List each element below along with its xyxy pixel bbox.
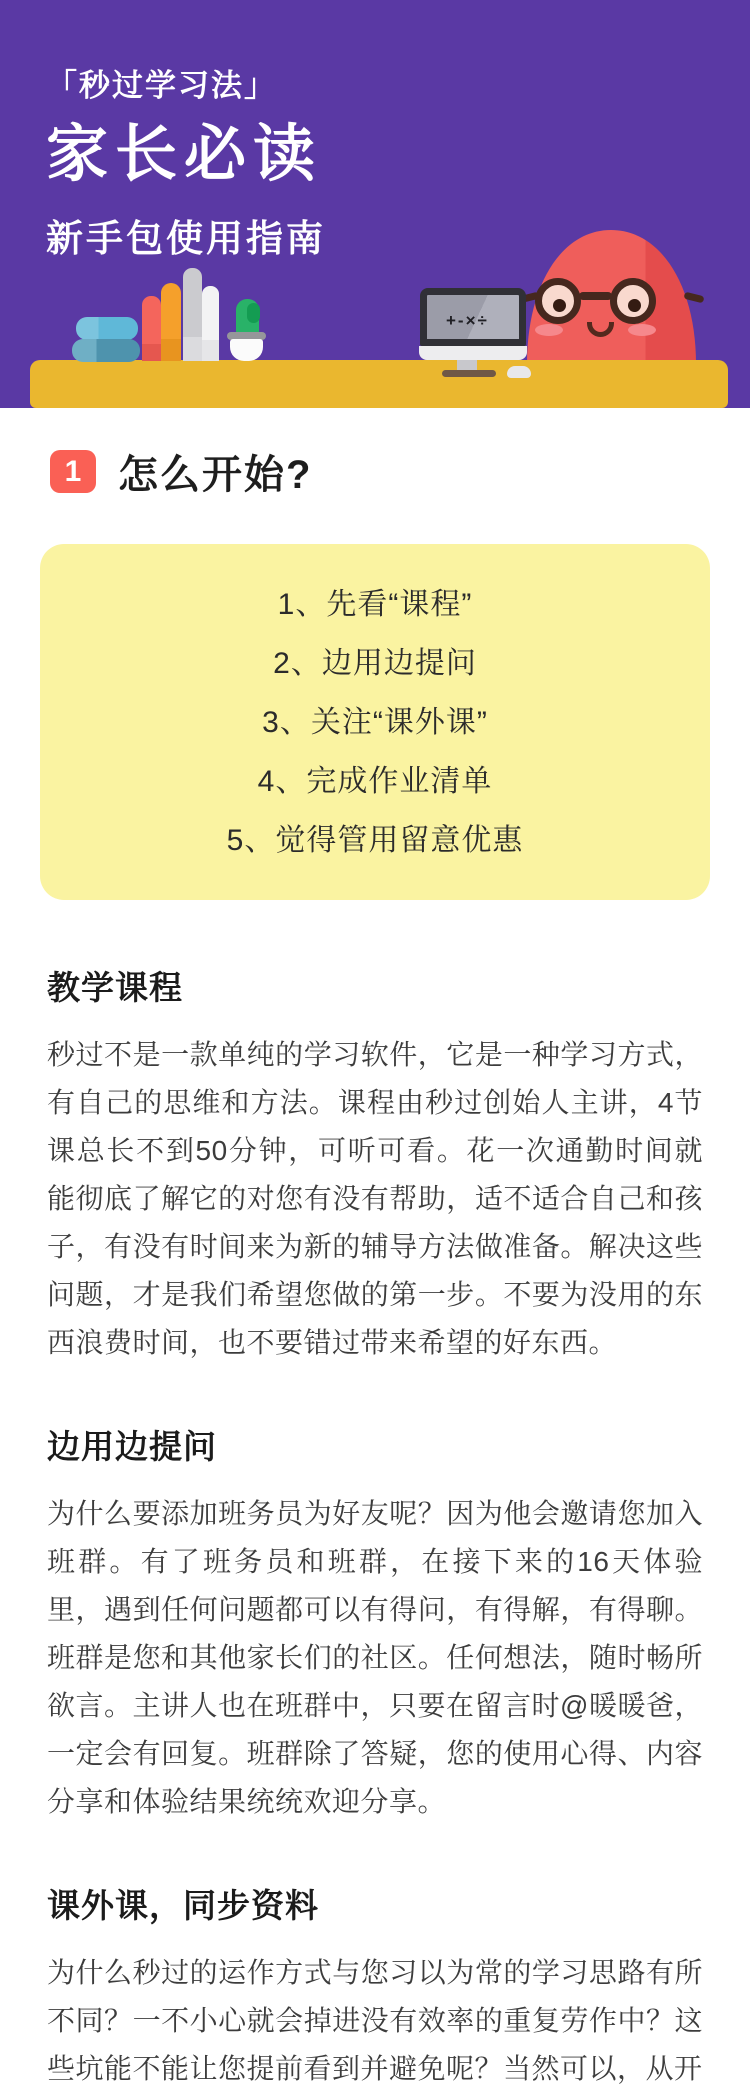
step-item-5: 5、觉得管用留意优惠 — [226, 824, 524, 857]
cactus-pot — [230, 339, 263, 361]
desk — [30, 360, 728, 408]
glasses-right-lens — [610, 278, 656, 324]
glasses-left-lens — [535, 278, 581, 324]
section-1-header — [50, 443, 703, 500]
step-item-4: 4、完成作业清单 — [257, 765, 493, 798]
mouse — [507, 366, 531, 378]
right-cheek — [628, 324, 656, 336]
red-mascot-character — [523, 224, 700, 364]
article-heading: 课外课，同步资料 — [47, 1887, 319, 1924]
right-eye-pupil — [628, 299, 641, 312]
step-item-1: 1、先看“课程” — [277, 588, 473, 621]
left-eye-pupil — [553, 299, 566, 312]
header-kicker: 「秒过学习法」 — [46, 68, 277, 103]
article-body: 秒过不是一款单纯的学习软件，它是一种学习方式，有自己的思维和方法。课程由秒过创始人主讲，4节课总长不到50分钟，可听可看。花一次通勤时间就能彻底了解它的对您有没有帮助，适不适合自己和孩子，有没有时间来为新的辅导方法做准备。解决这些问题，才是我们希望您做的第一步。不要为没用的东西浪费时间，也不要错过带来希望的好东西。 — [47, 1039, 703, 1358]
stacked-book-bottom — [72, 339, 140, 362]
article-content — [0, 443, 750, 2093]
step-item-2: 2、边用边提问 — [273, 647, 477, 680]
standing-book-orange — [161, 283, 181, 361]
steps-box — [40, 544, 710, 900]
monitor-base — [442, 370, 496, 377]
monitor-chin — [419, 346, 527, 360]
article-extra-course — [47, 1880, 703, 2093]
article-heading: 边用边提问 — [47, 1428, 217, 1465]
standing-book-coral — [142, 296, 161, 361]
stacked-book-top — [76, 317, 138, 340]
left-cheek — [535, 324, 563, 336]
cactus-shade — [247, 303, 260, 323]
section-title: 怎么开始? — [118, 453, 313, 497]
header-banner — [0, 0, 750, 408]
article-heading: 教学课程 — [47, 969, 183, 1006]
step-item-3: 3、关注“课外课” — [262, 706, 488, 739]
article-teaching-course — [47, 962, 703, 1367]
header-subtitle: 新手包使用指南 — [46, 218, 326, 259]
monitor — [420, 288, 526, 346]
article-body: 为什么要添加班务员为好友呢？因为他会邀请您加入班群。有了班务员和班群，在接下来的16天体验里，遇到任何问题都可以有得问，有得解，有得聊。班群是您和其他家长们的社区。任何想法，随时畅所欲言。主讲人也在班群中，只要在留言时@暖暖爸，一定会有回复。班群除了答疑，您的使用心得、内容分享和体验结果统统欢迎分享。 — [47, 1498, 703, 1817]
page-title: 家长必读 — [46, 120, 323, 189]
article-ask-while-using — [47, 1421, 703, 1826]
standing-book-white — [202, 286, 219, 361]
glasses-bridge — [579, 292, 612, 300]
monitor-screen-text: +-×÷ — [446, 311, 489, 330]
standing-book-gray — [183, 268, 202, 361]
header-illustration — [0, 0, 750, 408]
article-body: 为什么秒过的运作方式与您习以为常的学习思路有所不同？一不小心就会掉进没有效率的重复劳作中？这些坑能不能让您提前看到并避免呢？当然可以，从开 — [47, 1957, 703, 2084]
section-number-badge: 1 — [50, 450, 96, 493]
